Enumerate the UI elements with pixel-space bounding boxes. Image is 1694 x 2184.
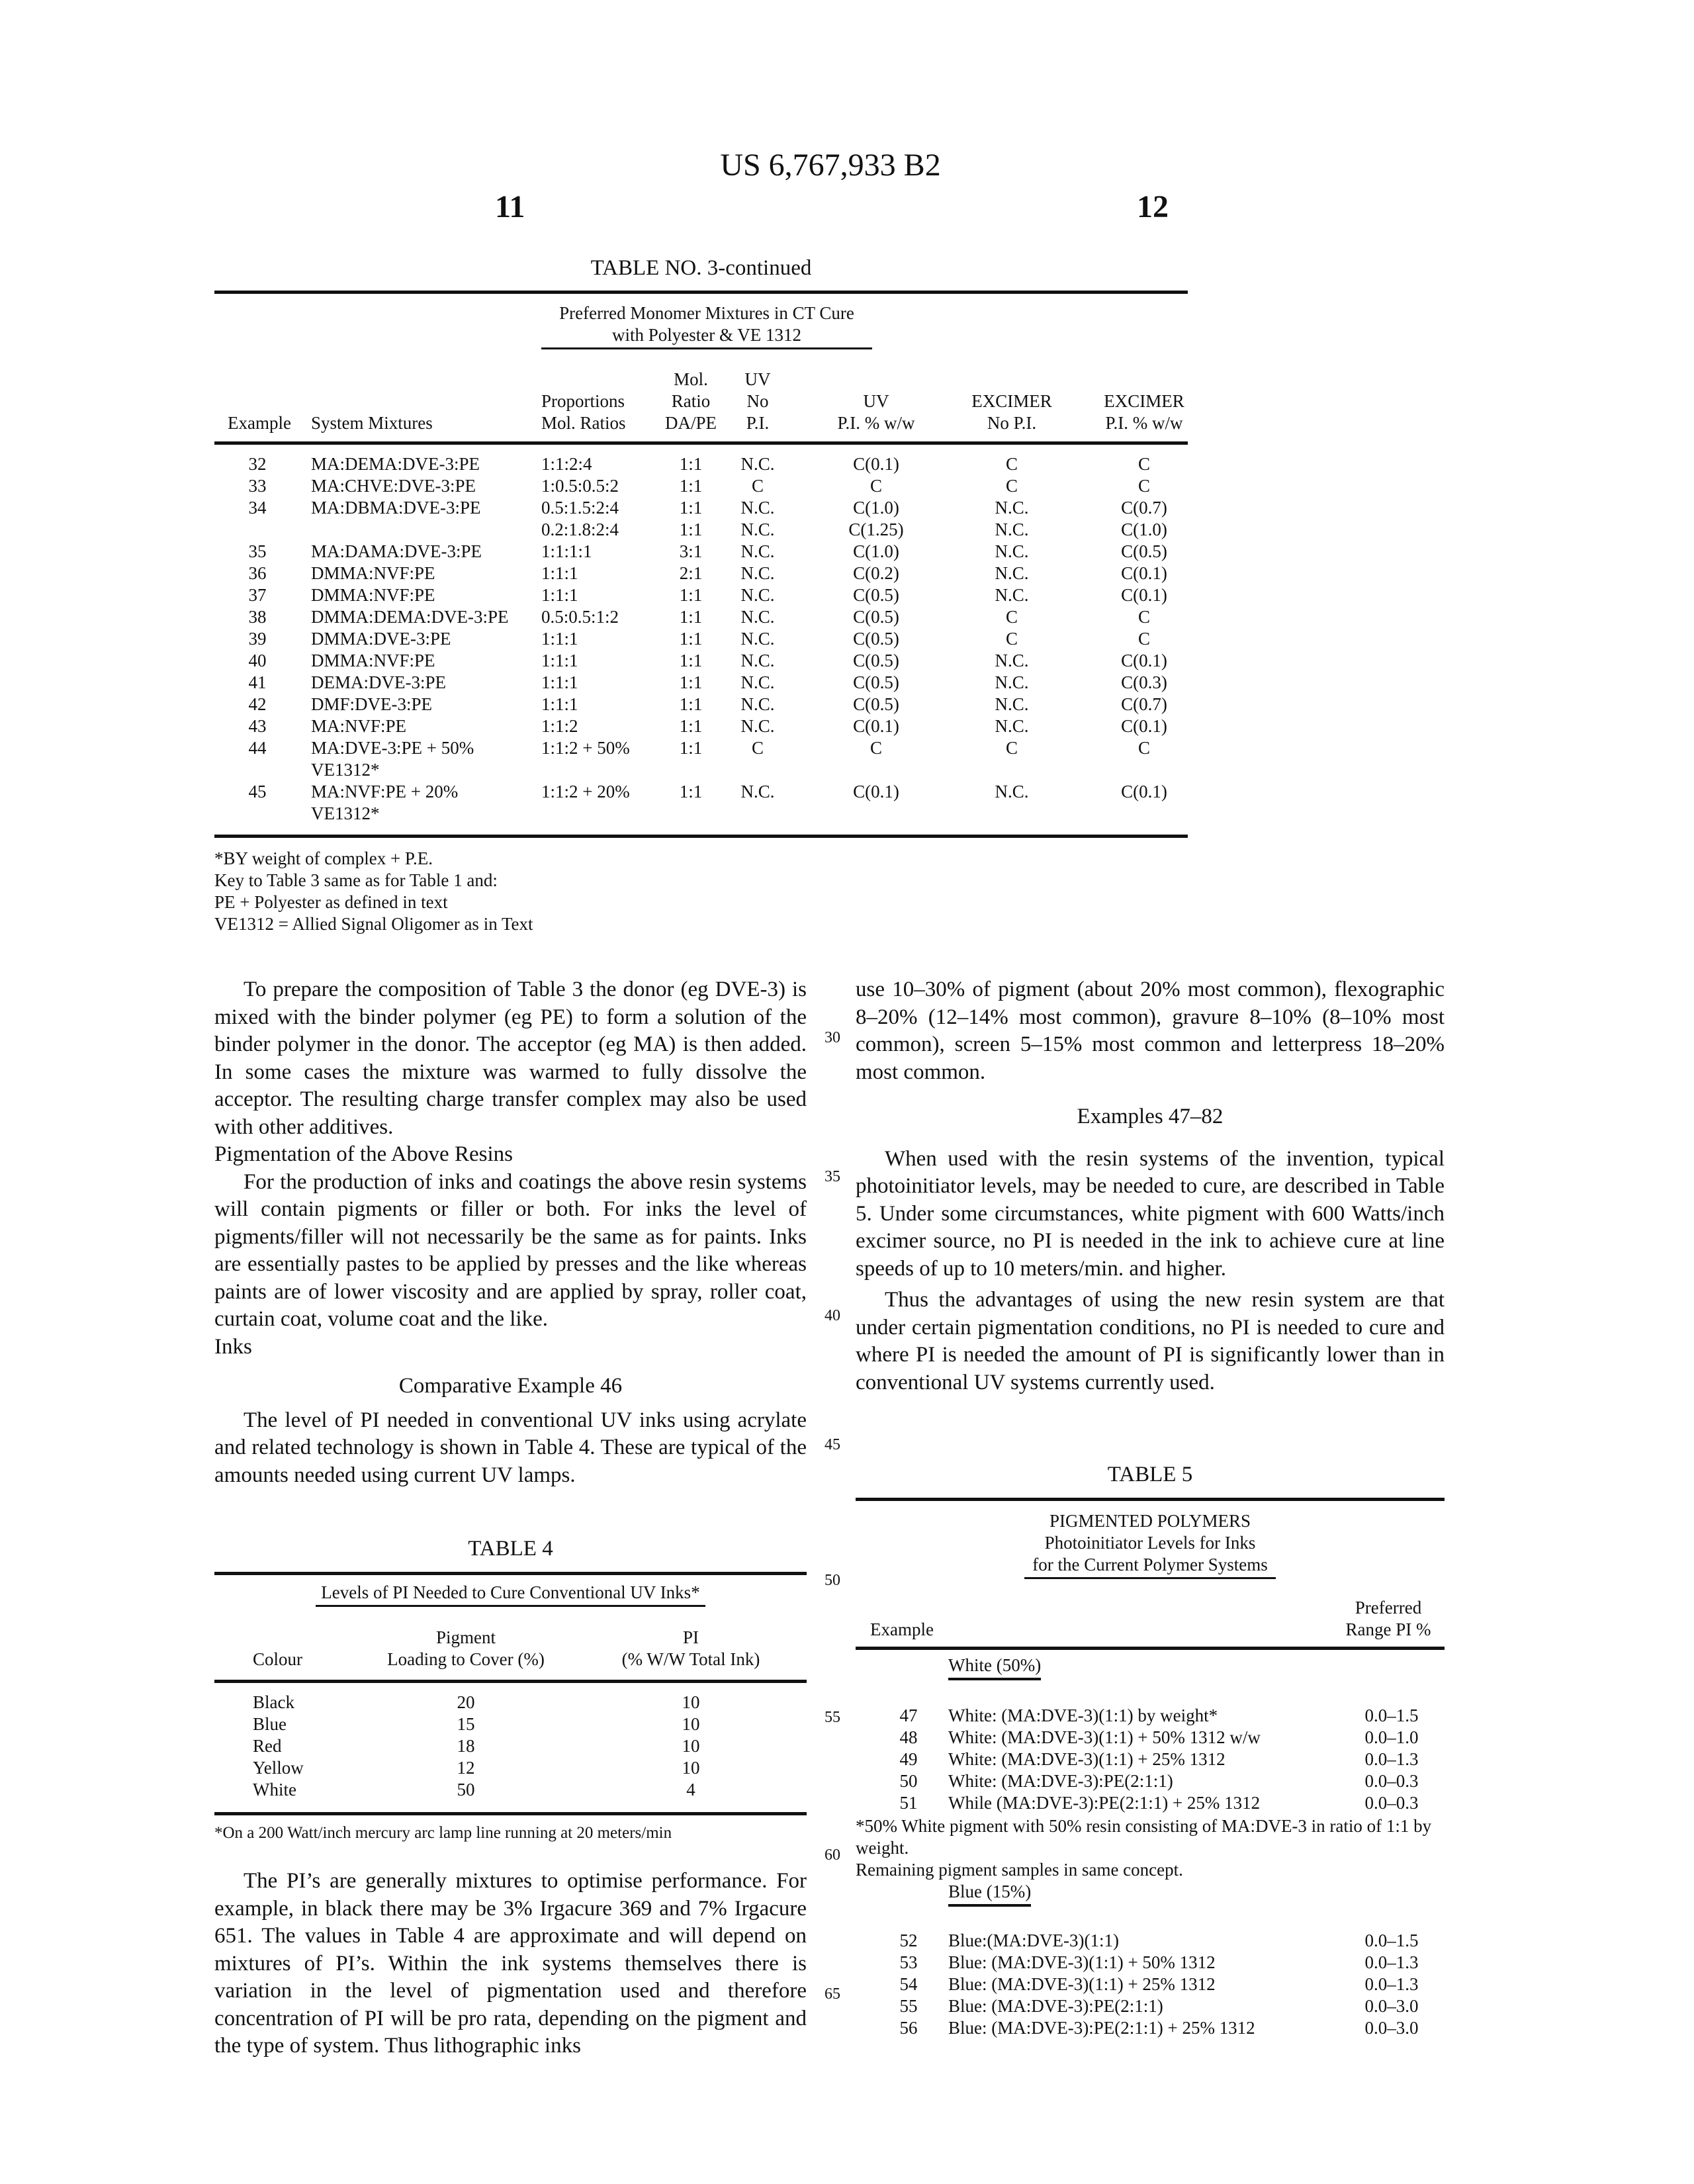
cell-system: MA:DVE-3:PE + 50% bbox=[311, 738, 474, 758]
cell-excimer-no-pi: N.C. bbox=[995, 520, 1029, 539]
table-row bbox=[214, 737, 1188, 759]
left-column-continued bbox=[214, 1868, 807, 2060]
table-row bbox=[214, 541, 1188, 563]
table-row bbox=[214, 781, 1188, 803]
cell-pi: 10 bbox=[682, 1692, 700, 1712]
table-row bbox=[214, 519, 1188, 541]
cell-pigment: 18 bbox=[457, 1736, 475, 1756]
cell-mol-ratio: 1:1 bbox=[679, 782, 703, 801]
cell-mol-ratio: 1:1 bbox=[679, 607, 703, 627]
cell-example: 33 bbox=[248, 476, 267, 496]
col-mol-l1: Mol. bbox=[674, 369, 708, 389]
cell-range: 0.0–3.0 bbox=[1364, 2018, 1419, 2038]
cell-proportions: 0.2:1.8:2:4 bbox=[541, 520, 619, 539]
cell-colour: Blue bbox=[253, 1714, 287, 1734]
cell-proportions: 0.5:0.5:1:2 bbox=[541, 607, 619, 627]
cell-example: 45 bbox=[248, 782, 267, 801]
cell-uv-no-pi: N.C. bbox=[740, 498, 775, 518]
cell-desc: White: (MA:DVE-3)(1:1) + 25% 1312 bbox=[948, 1749, 1226, 1769]
cell-uv-pi: C(0.5) bbox=[853, 694, 899, 714]
col-uvpi-l2: P.I. % w/w bbox=[837, 413, 915, 433]
cell-proportions: 1:1:1 bbox=[541, 672, 578, 692]
table-3-top-rule bbox=[214, 291, 1188, 294]
cell-mol-ratio: 1:1 bbox=[679, 454, 703, 474]
table-row bbox=[214, 759, 1188, 781]
col-uvno-l2: No bbox=[746, 391, 769, 411]
subtitle-line-1: PIGMENTED POLYMERS bbox=[1049, 1511, 1251, 1531]
cell-colour: Red bbox=[253, 1736, 282, 1756]
col-pigment-l1: Pigment bbox=[435, 1627, 496, 1647]
table-4-footnote: *On a 200 Watt/inch mercury arc lamp line running at 20 meters/min bbox=[214, 1824, 672, 1842]
cell-excimer-pi: C(0.1) bbox=[1121, 563, 1167, 583]
cell-example: 49 bbox=[899, 1749, 918, 1769]
group-blue bbox=[948, 1881, 1031, 1907]
table-row bbox=[856, 1770, 1445, 1792]
cell-example: 53 bbox=[899, 1952, 918, 1972]
cell-uv-no-pi: N.C. bbox=[740, 607, 775, 627]
cell-uv-no-pi: C bbox=[751, 476, 764, 496]
col-example: Example bbox=[228, 413, 291, 433]
col-system: System Mixtures bbox=[311, 413, 433, 433]
cell-uv-pi: C(0.2) bbox=[853, 563, 899, 583]
cell-uv-pi: C(1.25) bbox=[848, 520, 904, 539]
table-4 bbox=[214, 1535, 807, 1842]
cell-excimer-no-pi: C bbox=[1005, 454, 1018, 474]
cell-excimer-no-pi: C bbox=[1005, 476, 1018, 496]
col-exno-l1: EXCIMER bbox=[971, 391, 1052, 411]
cell-example: 39 bbox=[248, 629, 267, 649]
cell-colour: Yellow bbox=[253, 1758, 304, 1778]
left-column bbox=[214, 976, 807, 1489]
cell-proportions: 1:1:1:1 bbox=[541, 541, 592, 561]
group-header-line-2: with Polyester & VE 1312 bbox=[612, 325, 801, 345]
cell-excimer-no-pi: C bbox=[1005, 738, 1018, 758]
cell-range: 0.0–0.3 bbox=[1364, 1793, 1419, 1813]
col-preferred-range bbox=[1332, 1597, 1445, 1641]
paragraph: The PI’s are generally mixtures to optimise performance. For example, in black there may be 3% Irgacure 369 and 7% Irgacure 651. The values in Table 4 are approximate and will depend on mixtures of PI’s. Within the ink systems themselves there is variation in the level of pigmentation used and therefore concentration of PI will be pro rata, depending on the pigment and the type of system. Thus lithographic inks bbox=[214, 1869, 807, 2058]
col-uvpi-l1: UV bbox=[863, 391, 889, 411]
table-3-group-header bbox=[541, 302, 872, 346]
cell-example: 50 bbox=[899, 1771, 918, 1791]
col-proportions-l2: Mol. Ratios bbox=[541, 413, 626, 433]
table-5-header-rule bbox=[856, 1647, 1445, 1650]
paragraph: Thus the advantages of using the new resin system are that under certain pigmentation conditions, no PI is needed to cure and where PI is needed the amount of PI is significantly lower than in conventional UV systems currently used. bbox=[856, 1288, 1445, 1394]
cell-desc: White: (MA:DVE-3):PE(2:1:1) bbox=[948, 1771, 1173, 1791]
col-expi-l1: EXCIMER bbox=[1104, 391, 1184, 411]
cell-uv-pi: C(0.1) bbox=[853, 782, 899, 801]
cell-range: 0.0–1.3 bbox=[1364, 1952, 1419, 1972]
cell-excimer-pi: C(0.1) bbox=[1121, 716, 1167, 736]
cell-proportions: 1:1:1 bbox=[541, 585, 578, 605]
cell-excimer-pi: C(0.7) bbox=[1121, 498, 1167, 518]
cell-system: MA:NVF:PE bbox=[311, 716, 407, 736]
cell-example: 44 bbox=[248, 738, 267, 758]
cell-proportions: 1:1:1 bbox=[541, 563, 578, 583]
cell-desc: Blue: (MA:DVE-3):PE(2:1:1) + 25% 1312 bbox=[948, 2018, 1255, 2038]
col-range-l2: Range PI % bbox=[1345, 1619, 1431, 1639]
cell-proportions: 1:1:2 + 50% bbox=[541, 738, 630, 758]
cell-example: 51 bbox=[899, 1793, 918, 1813]
cell-uv-no-pi: N.C. bbox=[740, 716, 775, 736]
cell-example: 42 bbox=[248, 694, 267, 714]
table-3 bbox=[214, 255, 1188, 934]
col-pi-l2: (% W/W Total Ink) bbox=[621, 1649, 760, 1669]
cell-pigment: 12 bbox=[457, 1758, 475, 1778]
cell-desc: Blue: (MA:DVE-3)(1:1) + 50% 1312 bbox=[948, 1952, 1216, 1972]
col-uvno-l3: P.I. bbox=[746, 413, 770, 433]
table-5-notes bbox=[856, 1815, 1445, 1881]
table-row bbox=[856, 1974, 1445, 1995]
cell-range: 0.0–1.5 bbox=[1364, 1931, 1419, 1950]
cell-range: 0.0–1.5 bbox=[1364, 1706, 1419, 1725]
col-colour: Colour bbox=[253, 1649, 303, 1669]
table-4-top-rule bbox=[214, 1572, 807, 1575]
group-white-label: White (50%) bbox=[948, 1655, 1041, 1680]
section-heading-pigmentation: Pigmentation of the Above Resins bbox=[214, 1142, 513, 1166]
group-blue-label: Blue (15%) bbox=[948, 1881, 1031, 1907]
cell-proportions: 1:1:1 bbox=[541, 694, 578, 714]
heading-comparative-example: Comparative Example 46 bbox=[398, 1374, 623, 1398]
cell-mol-ratio: 1:1 bbox=[679, 651, 703, 670]
col-exno-l2: No P.I. bbox=[987, 413, 1037, 433]
cell-system: DMF:DVE-3:PE bbox=[311, 694, 433, 714]
table-3-footnotes bbox=[214, 848, 1188, 935]
col-mol-l2: Ratio bbox=[671, 391, 711, 411]
table-3-bottom-rule bbox=[214, 835, 1188, 838]
cell-uv-pi: C(0.1) bbox=[853, 716, 899, 736]
cell-excimer-no-pi: N.C. bbox=[995, 563, 1029, 583]
cell-example: 34 bbox=[248, 498, 267, 518]
cell-excimer-no-pi: N.C. bbox=[995, 672, 1029, 692]
cell-example: 47 bbox=[899, 1706, 918, 1725]
group-header-line-1: Preferred Monomer Mixtures in CT Cure bbox=[559, 303, 854, 323]
cell-desc: Blue: (MA:DVE-3):PE(2:1:1) bbox=[948, 1996, 1163, 2016]
cell-uv-pi: C(0.5) bbox=[853, 629, 899, 649]
cell-example: 55 bbox=[899, 1996, 918, 2016]
table-4-subtitle: Levels of PI Needed to Cure Conventional UV Inks* bbox=[316, 1582, 705, 1607]
table-row bbox=[214, 650, 1188, 672]
table-row bbox=[856, 1705, 1445, 1727]
cell-excimer-pi: C(0.7) bbox=[1121, 694, 1167, 714]
cell-proportions: 1:0.5:0.5:2 bbox=[541, 476, 619, 496]
patent-number: US 6,767,933 B2 bbox=[720, 148, 941, 183]
paragraph: To prepare the composition of Table 3 the donor (eg DVE-3) is mixed with the binder polymer (eg PE) to form a solution of the binder polymer in the donor. The acceptor (eg MA) is then added. In some cases the mixture was warmed to fully dissolve the acceptor. The resulting charge transfer complex may also be used with other additives. bbox=[214, 978, 807, 1139]
table-row bbox=[856, 1930, 1445, 1952]
cell-excimer-no-pi: N.C. bbox=[995, 694, 1029, 714]
table-5-note-2: Remaining pigment samples in same concept. bbox=[856, 1860, 1183, 1880]
cell-system: DMMA:NVF:PE bbox=[311, 651, 435, 670]
table-row bbox=[214, 453, 1188, 475]
cell-excimer-pi: C(0.5) bbox=[1121, 541, 1167, 561]
col-range-l1: Preferred bbox=[1355, 1598, 1422, 1617]
table-row bbox=[856, 2017, 1445, 2039]
cell-pi: 10 bbox=[682, 1758, 700, 1778]
line-number: 45 bbox=[825, 1436, 840, 1453]
cell-example: 35 bbox=[248, 541, 267, 561]
cell-mol-ratio: 1:1 bbox=[679, 520, 703, 539]
cell-uv-pi: C(0.5) bbox=[853, 607, 899, 627]
col-uvno-l1: UV bbox=[744, 369, 771, 389]
table-row bbox=[214, 672, 1188, 694]
cell-example: 41 bbox=[248, 672, 267, 692]
group-header-underline bbox=[541, 347, 872, 349]
cell-mol-ratio: 1:1 bbox=[679, 498, 703, 518]
cell-excimer-no-pi: N.C. bbox=[995, 716, 1029, 736]
cell-uv-no-pi: N.C. bbox=[740, 585, 775, 605]
cell-uv-pi: C(0.5) bbox=[853, 585, 899, 605]
cell-proportions: 1:1:2 bbox=[541, 716, 578, 736]
line-number: 65 bbox=[825, 1985, 840, 2003]
cell-uv-pi: C bbox=[869, 738, 882, 758]
cell-excimer-pi: C bbox=[1137, 476, 1150, 496]
paragraph: use 10–30% of pigment (about 20% most common), flexographic 8–20% (12–14% most common), gravure 8–10% (8–10% most common), screen 5–15% most common and letterpress 18–20% most common. bbox=[856, 978, 1445, 1084]
cell-system: MA:NVF:PE + 20% bbox=[311, 782, 459, 801]
cell-colour: White bbox=[253, 1780, 296, 1799]
table-4-bottom-rule bbox=[214, 1812, 807, 1815]
cell-mol-ratio: 1:1 bbox=[679, 585, 703, 605]
cell-example: 56 bbox=[899, 2018, 918, 2038]
line-number: 40 bbox=[825, 1307, 840, 1324]
cell-pigment: 50 bbox=[457, 1780, 475, 1799]
cell-uv-pi: C(0.5) bbox=[853, 651, 899, 670]
cell-mol-ratio: 1:1 bbox=[679, 476, 703, 496]
cell-system: MA:DAMA:DVE-3:PE bbox=[311, 541, 482, 561]
cell-system: MA:DEMA:DVE-3:PE bbox=[311, 454, 480, 474]
cell-pigment: 20 bbox=[457, 1692, 475, 1712]
cell-mol-ratio: 1:1 bbox=[679, 716, 703, 736]
cell-uv-no-pi: N.C. bbox=[740, 651, 775, 670]
cell-system: MA:DBMA:DVE-3:PE bbox=[311, 498, 481, 518]
cell-desc: Blue: (MA:DVE-3)(1:1) + 25% 1312 bbox=[948, 1974, 1216, 1994]
cell-example: 54 bbox=[899, 1974, 918, 1994]
table-3-header-rule bbox=[214, 441, 1188, 445]
cell-example: 48 bbox=[899, 1727, 918, 1747]
table-3-header bbox=[214, 369, 1188, 435]
table-row bbox=[856, 1995, 1445, 2017]
cell-system: VE1312* bbox=[311, 760, 380, 780]
table-row bbox=[214, 1757, 807, 1779]
subtitle-line-3: for the Current Polymer Systems bbox=[1024, 1554, 1275, 1579]
table-5 bbox=[856, 1461, 1445, 2038]
cell-system: VE1312* bbox=[311, 803, 380, 823]
table-row bbox=[214, 715, 1188, 737]
table-row bbox=[214, 497, 1188, 519]
cell-uv-no-pi: N.C. bbox=[740, 672, 775, 692]
table-5-note-1: *50% White pigment with 50% resin consisting of MA:DVE-3 in ratio of 1:1 by weight. bbox=[856, 1816, 1432, 1858]
cell-pi: 10 bbox=[682, 1714, 700, 1734]
section-heading-inks: Inks bbox=[214, 1334, 252, 1359]
cell-uv-pi: C(0.5) bbox=[853, 672, 899, 692]
cell-excimer-pi: C(0.3) bbox=[1121, 672, 1167, 692]
cell-mol-ratio: 1:1 bbox=[679, 694, 703, 714]
col-pi-l1: PI bbox=[682, 1627, 699, 1647]
cell-mol-ratio: 2:1 bbox=[679, 563, 703, 583]
table-row bbox=[856, 1749, 1445, 1770]
table-4-header bbox=[214, 1627, 807, 1673]
table-row bbox=[214, 606, 1188, 628]
cell-excimer-no-pi: N.C. bbox=[995, 585, 1029, 605]
paragraph: The level of PI needed in conventional UV inks using acrylate and related technology is shown in Table 4. These are typical of the amounts needed using current UV lamps. bbox=[214, 1408, 807, 1487]
cell-excimer-no-pi: N.C. bbox=[995, 498, 1029, 518]
cell-pi: 4 bbox=[686, 1780, 695, 1799]
table-row bbox=[214, 563, 1188, 584]
cell-excimer-pi: C bbox=[1137, 454, 1150, 474]
cell-example: 38 bbox=[248, 607, 267, 627]
table-4-title: TABLE 4 bbox=[468, 1537, 553, 1561]
cell-excimer-no-pi: C bbox=[1005, 629, 1018, 649]
cell-excimer-pi: C(0.1) bbox=[1121, 782, 1167, 801]
cell-uv-no-pi: C bbox=[751, 738, 764, 758]
cell-proportions: 1:1:2:4 bbox=[541, 454, 592, 474]
heading-examples: Examples 47–82 bbox=[1077, 1105, 1224, 1128]
table-row bbox=[214, 694, 1188, 715]
table-row bbox=[214, 475, 1188, 497]
table-5-title: TABLE 5 bbox=[1107, 1463, 1193, 1486]
cell-example: 43 bbox=[248, 716, 267, 736]
cell-range: 0.0–3.0 bbox=[1364, 1996, 1419, 2016]
cell-excimer-pi: C(0.1) bbox=[1121, 651, 1167, 670]
cell-example: 52 bbox=[899, 1931, 918, 1950]
cell-uv-pi: C(1.0) bbox=[853, 541, 899, 561]
cell-system: DEMA:DVE-3:PE bbox=[311, 672, 446, 692]
line-number: 60 bbox=[825, 1846, 840, 1864]
footnote: *BY weight of complex + P.E. bbox=[214, 848, 433, 868]
cell-uv-no-pi: N.C. bbox=[740, 520, 775, 539]
table-4-subtitle-wrap bbox=[214, 1582, 807, 1607]
cell-proportions: 0.5:1.5:2:4 bbox=[541, 498, 619, 518]
cell-mol-ratio: 1:1 bbox=[679, 738, 703, 758]
group-white bbox=[948, 1655, 1041, 1680]
table-5-top-rule bbox=[856, 1498, 1445, 1501]
table-row bbox=[214, 584, 1188, 606]
cell-uv-no-pi: N.C. bbox=[740, 541, 775, 561]
cell-mol-ratio: 1:1 bbox=[679, 629, 703, 649]
table-row bbox=[214, 1713, 807, 1735]
table-row bbox=[214, 803, 1188, 825]
cell-uv-pi: C bbox=[869, 476, 882, 496]
left-column-number: 11 bbox=[495, 189, 525, 224]
cell-range: 0.0–1.3 bbox=[1364, 1974, 1419, 1994]
cell-uv-no-pi: N.C. bbox=[740, 454, 775, 474]
cell-uv-pi: C(0.1) bbox=[853, 454, 899, 474]
cell-excimer-pi: C bbox=[1137, 607, 1150, 627]
table-5-subtitle bbox=[856, 1510, 1445, 1579]
cell-desc: White: (MA:DVE-3)(1:1) + 50% 1312 w/w bbox=[948, 1727, 1261, 1747]
cell-system: DMMA:NVF:PE bbox=[311, 563, 435, 583]
cell-range: 0.0–1.3 bbox=[1364, 1749, 1419, 1769]
cell-uv-no-pi: N.C. bbox=[740, 782, 775, 801]
table-row bbox=[856, 1952, 1445, 1974]
cell-example: 40 bbox=[248, 651, 267, 670]
cell-proportions: 1:1:1 bbox=[541, 651, 578, 670]
cell-example: 37 bbox=[248, 585, 267, 605]
line-number: 50 bbox=[825, 1572, 840, 1589]
cell-excimer-no-pi: N.C. bbox=[995, 651, 1029, 670]
table-row bbox=[214, 1779, 807, 1801]
cell-mol-ratio: 3:1 bbox=[679, 541, 703, 561]
col-mol-l3: DA/PE bbox=[664, 413, 717, 433]
cell-system: DMMA:DEMA:DVE-3:PE bbox=[311, 607, 509, 627]
line-number: 30 bbox=[825, 1029, 840, 1046]
cell-desc: While (MA:DVE-3):PE(2:1:1) + 25% 1312 bbox=[948, 1793, 1261, 1813]
col-expi-l2: P.I. % w/w bbox=[1105, 413, 1183, 433]
cell-example: 32 bbox=[248, 454, 267, 474]
cell-excimer-no-pi: C bbox=[1005, 607, 1018, 627]
cell-desc: White: (MA:DVE-3)(1:1) by weight* bbox=[948, 1706, 1218, 1725]
cell-uv-no-pi: N.C. bbox=[740, 694, 775, 714]
cell-system: MA:CHVE:DVE-3:PE bbox=[311, 476, 476, 496]
cell-system: DMMA:NVF:PE bbox=[311, 585, 435, 605]
table-4-header-rule bbox=[214, 1680, 807, 1683]
footnote: VE1312 = Allied Signal Oligomer as in Text bbox=[214, 914, 533, 934]
cell-example: 36 bbox=[248, 563, 267, 583]
footnote: Key to Table 3 same as for Table 1 and: bbox=[214, 870, 498, 890]
cell-excimer-pi: C(1.0) bbox=[1121, 520, 1167, 539]
col-pigment-l2: Loading to Cover (%) bbox=[387, 1649, 545, 1669]
subtitle-line-2: Photoinitiator Levels for Inks bbox=[1044, 1533, 1256, 1553]
cell-uv-no-pi: N.C. bbox=[740, 629, 775, 649]
cell-mol-ratio: 1:1 bbox=[679, 672, 703, 692]
cell-system: DMMA:DVE-3:PE bbox=[311, 629, 451, 649]
line-number: 55 bbox=[825, 1709, 840, 1726]
cell-proportions: 1:1:1 bbox=[541, 629, 578, 649]
cell-desc: Blue:(MA:DVE-3)(1:1) bbox=[948, 1931, 1119, 1950]
table-row bbox=[856, 1727, 1445, 1749]
cell-pi: 10 bbox=[682, 1736, 700, 1756]
table-row bbox=[856, 1792, 1445, 1814]
footnote: PE + Polyester as defined in text bbox=[214, 892, 448, 912]
cell-excimer-pi: C bbox=[1137, 738, 1150, 758]
cell-proportions: 1:1:2 + 20% bbox=[541, 782, 630, 801]
cell-colour: Black bbox=[253, 1692, 294, 1712]
cell-excimer-no-pi: N.C. bbox=[995, 541, 1029, 561]
col-example: Example bbox=[870, 1619, 934, 1639]
cell-uv-no-pi: N.C. bbox=[740, 563, 775, 583]
right-column-number: 12 bbox=[1137, 189, 1169, 224]
cell-range: 0.0–1.0 bbox=[1364, 1727, 1419, 1747]
cell-uv-pi: C(1.0) bbox=[853, 498, 899, 518]
table-row bbox=[214, 628, 1188, 650]
cell-excimer-no-pi: N.C. bbox=[995, 782, 1029, 801]
cell-excimer-pi: C(0.1) bbox=[1121, 585, 1167, 605]
col-proportions-l1: Proportions bbox=[541, 391, 625, 411]
cell-range: 0.0–0.3 bbox=[1364, 1771, 1419, 1791]
paragraph: When used with the resin systems of the invention, typical photoinitiator levels, may be needed to cure, are described in Table 5. Under some circumstances, white pigment with 600 Watts/inch excimer source, no PI is needed in the ink to achieve cure at line speeds of up to 10 meters/min. and higher. bbox=[856, 1146, 1445, 1281]
cell-pigment: 15 bbox=[457, 1714, 475, 1734]
line-number: 35 bbox=[825, 1168, 840, 1185]
paragraph: For the production of inks and coatings the above resin systems will contain pigments or filler or both. For inks the level of pigments/filler will not necessarily be the same as for paints. Inks are essentially pastes to be applied by presses and the like whereas paints are of lower viscosity and are applied by spray, roller coat, curtain coat, volume coat and the like. bbox=[214, 1169, 807, 1331]
cell-excimer-pi: C bbox=[1137, 629, 1150, 649]
table-3-title: TABLE NO. 3-continued bbox=[590, 256, 812, 280]
table-row bbox=[214, 1735, 807, 1757]
table-row bbox=[214, 1692, 807, 1713]
right-column bbox=[856, 976, 1445, 1396]
